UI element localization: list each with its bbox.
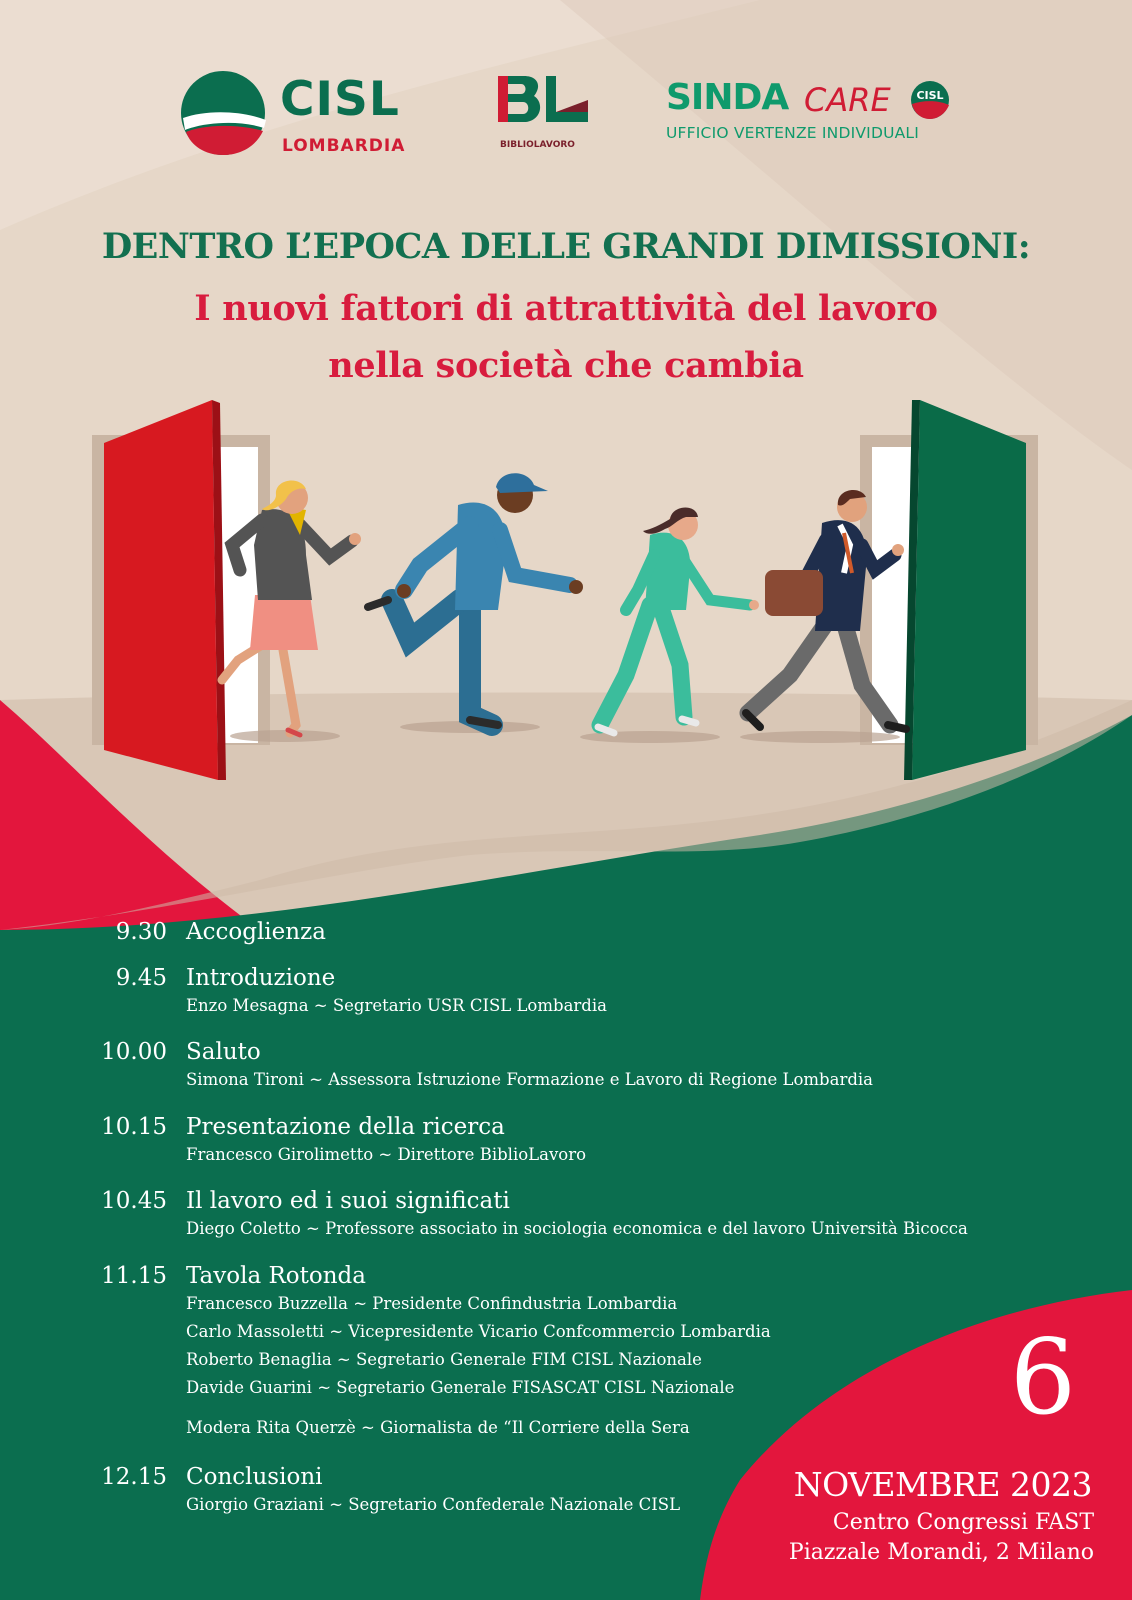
schedule-title: Il lavoro ed i suoi significati bbox=[186, 1188, 510, 1214]
event-month-year: NOVEMBRE 2023 bbox=[793, 1465, 1092, 1504]
event-venue-name: Centro Congressi FAST bbox=[832, 1510, 1094, 1535]
running-workers-illustration bbox=[0, 395, 1132, 805]
schedule-speaker: Simona Tironi ~ Assessora Istruzione Formazione e Lavoro di Regione Lombardia bbox=[186, 1070, 874, 1089]
cisl-region-label: LOMBARDIA bbox=[282, 136, 406, 156]
sindacare-logo bbox=[666, 78, 966, 148]
schedule-time: 12.15 bbox=[101, 1464, 167, 1490]
bibliolavoro-emblem-icon bbox=[494, 72, 604, 138]
schedule-speaker: Giorgio Graziani ~ Segretario Confederale Nazionale CISL bbox=[186, 1495, 681, 1514]
bibliolavoro-wordmark: BIBLIOLAVORO bbox=[500, 140, 575, 150]
schedule-time: 10.00 bbox=[101, 1039, 167, 1065]
event-venue-address: Piazzale Morandi, 2 Milano bbox=[788, 1540, 1094, 1565]
schedule-speaker: Francesco Girolimetto ~ Direttore BiblioLavoro bbox=[186, 1145, 587, 1164]
schedule-title: Saluto bbox=[186, 1039, 261, 1065]
schedule-speaker: Carlo Massoletti ~ Vicepresidente Vicario Confcommercio Lombardia bbox=[186, 1322, 771, 1341]
subheadline-line-2: nella società che cambia bbox=[328, 345, 804, 386]
schedule-title: Conclusioni bbox=[186, 1464, 323, 1490]
left-door bbox=[92, 400, 270, 780]
schedule-title: Presentazione della ricerca bbox=[186, 1114, 505, 1140]
headline: DENTRO L’EPOCA DELLE GRANDI DIMISSIONI: bbox=[101, 226, 1031, 267]
cisl-badge-icon bbox=[906, 80, 954, 120]
cisl-lombardia-logo bbox=[180, 70, 430, 160]
schedule-speaker: Roberto Benaglia ~ Segretario Generale FIM CISL Nazionale bbox=[186, 1350, 702, 1369]
schedule-moderator: Modera Rita Querzè ~ Giornalista de “Il Corriere della Sera bbox=[186, 1418, 690, 1437]
runner-nurse bbox=[598, 507, 759, 733]
schedule-time: 9.45 bbox=[115, 965, 167, 991]
schedule-title: Introduzione bbox=[186, 965, 336, 991]
cisl-wordmark: CISL bbox=[280, 72, 400, 127]
event-day: 6 bbox=[1009, 1316, 1076, 1438]
schedule-speaker: Francesco Buzzella ~ Presidente Confindustria Lombardia bbox=[186, 1294, 678, 1313]
schedule-time: 11.15 bbox=[101, 1263, 167, 1289]
schedule-speaker: Diego Coletto ~ Professore associato in sociologia economica e del lavoro Università Bicocca bbox=[186, 1219, 968, 1238]
sinda-wordmark: SINDA bbox=[666, 77, 789, 118]
sindacare-subtitle: UFFICIO VERTENZE INDIVIDUALI bbox=[666, 124, 920, 142]
cisl-badge-text: CISL bbox=[916, 89, 944, 102]
schedule-time: 10.45 bbox=[101, 1188, 167, 1214]
cisl-emblem-icon bbox=[180, 70, 270, 156]
schedule-time: 9.30 bbox=[115, 919, 167, 945]
schedule-title: Accoglienza bbox=[186, 919, 326, 945]
schedule-speaker: Davide Guarini ~ Segretario Generale FISASCAT CISL Nazionale bbox=[186, 1378, 735, 1397]
schedule-speaker: Enzo Mesagna ~ Segretario USR CISL Lombardia bbox=[186, 996, 607, 1015]
care-wordmark: CARE bbox=[804, 81, 891, 119]
runner-worker bbox=[368, 473, 583, 725]
bibliolavoro-logo bbox=[494, 72, 604, 156]
subheadline-line-1: I nuovi fattori di attrattività del lavoro bbox=[194, 288, 938, 329]
schedule-title: Tavola Rotonda bbox=[186, 1263, 366, 1289]
schedule-time: 10.15 bbox=[101, 1114, 167, 1140]
